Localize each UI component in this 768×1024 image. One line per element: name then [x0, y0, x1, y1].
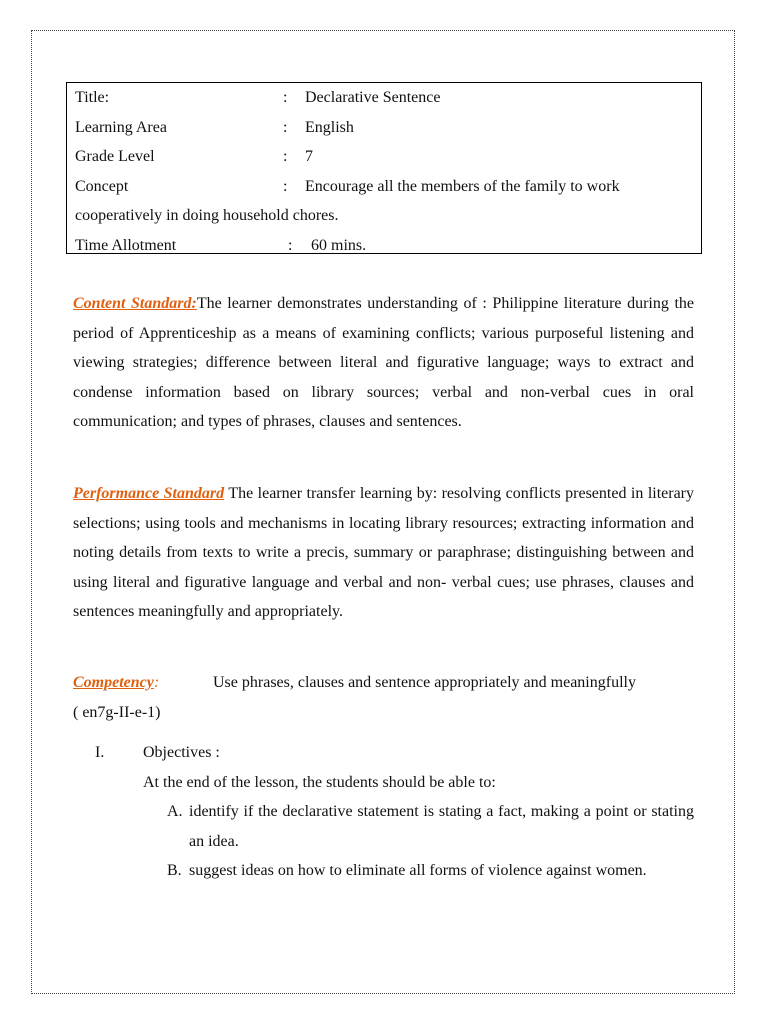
- objective-text: suggest ideas on how to eliminate all forms of violence against women.: [189, 862, 647, 879]
- time-value: 60 mins.: [311, 236, 367, 254]
- info-row-title: [75, 83, 693, 113]
- concept-value-line1: Encourage all the members of the family to work: [305, 177, 620, 195]
- info-row-concept-cont: [75, 201, 693, 231]
- objectives-numeral: I.: [95, 744, 105, 761]
- performance-standard-heading: Performance Standard: [73, 485, 225, 502]
- title-label: Title:: [75, 89, 110, 106]
- grade-label: Grade Level: [75, 148, 155, 165]
- objective-item-a: [167, 797, 694, 856]
- competency-code: ( en7g-II-e-1): [73, 703, 161, 721]
- info-row-concept: [75, 172, 693, 202]
- objective-item-b: [167, 856, 694, 886]
- info-row-time: [75, 231, 693, 261]
- concept-label: Concept: [75, 177, 129, 195]
- grade-value: 7: [305, 148, 313, 165]
- content-standard-section: [73, 289, 694, 437]
- objectives-intro: At the end of the lesson, the students should be able to:: [143, 773, 496, 791]
- objective-letter: B.: [167, 862, 182, 879]
- colon: :: [283, 89, 288, 106]
- competency-text: Use phrases, clauses and sentence appropriately and meaningfully: [213, 674, 636, 691]
- colon: :: [288, 236, 293, 254]
- objective-text: identify if the declarative statement is stating a fact, making a point or stating an idea.: [189, 803, 694, 850]
- performance-standard-section: [73, 479, 694, 627]
- area-label: Learning Area: [75, 118, 167, 136]
- time-label: Time Allotment: [75, 236, 177, 254]
- content-standard-heading: Content Standard:: [73, 295, 197, 312]
- info-row-area: [75, 113, 693, 143]
- competency-section: [73, 668, 694, 727]
- info-row-grade: [75, 142, 693, 172]
- colon: :: [283, 148, 288, 165]
- lesson-info-box: [66, 82, 702, 254]
- objective-letter: A.: [167, 803, 183, 820]
- colon: :: [283, 118, 288, 136]
- colon: :: [283, 177, 288, 195]
- title-value: Declarative Sentence: [305, 89, 441, 106]
- concept-value-line2: cooperatively in doing household chores.: [75, 207, 339, 224]
- performance-standard-text: The learner transfer learning by: resolving conflicts presented in literary selections; using tools and mechanisms in locating library resources; extracting information and noting details from texts to write a precis, summary or paraphrase; distinguishing between and using literal and figurative language and verbal and non- verbal cues; use phrases, clauses and sentences meaningfully and appropriately.: [73, 485, 695, 620]
- competency-heading: Competency: [73, 674, 154, 691]
- objectives-section: [73, 738, 694, 886]
- area-value: English: [305, 118, 354, 136]
- competency-colon: :: [153, 674, 160, 691]
- objectives-title: Objectives :: [143, 744, 220, 761]
- content-standard-text: The learner demonstrates understanding of : Philippine literature during the period of Apprenticeship as a means of examining conflicts; various purposeful listening and viewing strategies; difference between literal and figurative language; ways to extract and condense information based on library sources; verbal and non-verbal cues in oral communication; and types of phrases, clauses and sentences.: [73, 295, 695, 430]
